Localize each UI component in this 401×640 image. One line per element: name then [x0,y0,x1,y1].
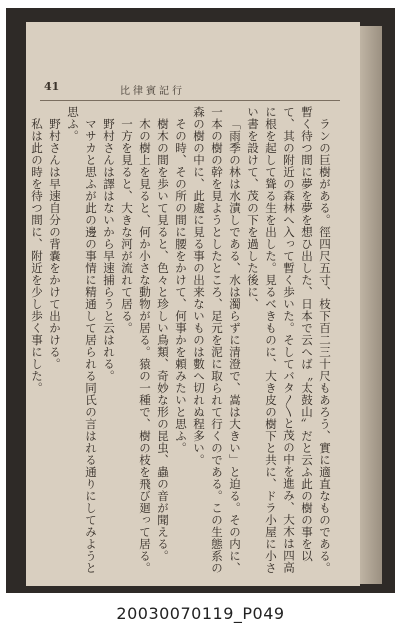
paragraph: 野村さんは譯はないから早速捕らうと云はれる。 [102,117,116,382]
page-number: 41 [44,80,60,93]
paragraph: マサカと思ふが此の邊の事情に精通して居られる同氏の言はれる通りにしてみようと思ふ。 [66,106,98,574]
paragraph: 一方を見ると、大きな河が流れて居る。 [120,117,134,334]
image-caption: 20030070119_P049 [116,604,285,623]
page-edge-shadow [360,26,382,584]
paragraph: ランの巨樹がある。徑四尺五寸、枝下百二三十尺もあろう、實に適直なものである。暫く待つ間に夢を夢を想ひ出した、日本で云へば〝太鼓山〟だと云ふ此の樹の事を以て、其の附近の森林へ入って暫く歩いた。そしてバタ〳〵と茂の中を進み、大木は四高に根を起して聳る生を出した。見るべきものに、大き皮の樹下と共に、ドラ小屋に小さい書を設けて、茂の下を過した後に、 [246,106,332,574]
paragraph: 樹木の間を歩いて見ると、色々と珍しい鳥類、奇妙な形の昆虫、蟲の音が聞える。 [156,117,170,562]
paragraph: 野村さんは早速自分の背嚢をかけて出かける。 [48,117,62,370]
running-title: 比律賓記行 [120,86,185,97]
paragraph: 私は此の時を待つ間に、附近を少し歩く事にした。 [30,117,44,394]
paragraph: その時、その所の間に腰をかけて、何事かを頼みたいと思ふ。 [174,117,188,454]
vertical-text-body [30,106,334,576]
header-rule [40,100,340,101]
paragraph: 「雨季の林は水漬しである、水は濁らずに清澄で、嵩は大きい」と迫る。その内に、一本の樹の幹を見ようとしたところ、足元を泥に取られて行くのである。この生態系の森の樹の中に、此處に見る事の出来ないものは數へ切れぬ程多い。 [192,106,242,574]
paragraph: 木の樹上を見ると、何か小さな動物が居る。猿の一種で、樹の枝を飛び廻って居る。 [138,117,152,574]
